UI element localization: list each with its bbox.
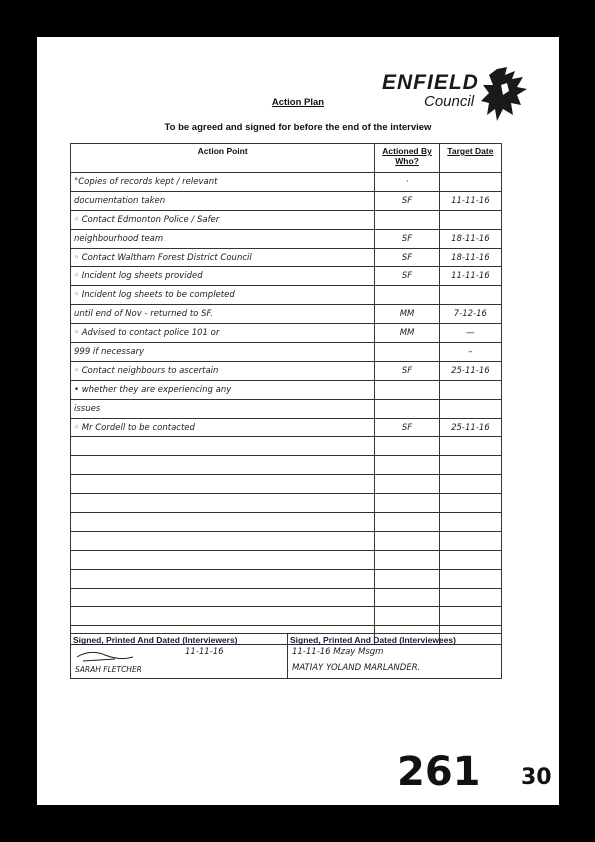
target-date-cell [439, 286, 501, 305]
actioned-by-cell [375, 569, 439, 588]
actioned-by-cell: SF [375, 361, 439, 380]
action-point-cell: °Copies of records kept / relevant [71, 173, 375, 192]
table-row [71, 607, 502, 626]
action-point-cell [71, 475, 375, 494]
action-point-cell [71, 569, 375, 588]
action-point-cell [71, 437, 375, 456]
interviewers-cell [71, 634, 288, 679]
header-target-date: Target Date [439, 144, 501, 173]
enfield-council-logo [382, 65, 532, 125]
actioned-by-cell [375, 286, 439, 305]
table-row [71, 437, 502, 456]
target-date-cell [439, 456, 501, 475]
target-date-cell [439, 399, 501, 418]
page-subtitle: To be agreed and signed for before the end of the interview [164, 122, 432, 133]
target-date-cell: 18-11-16 [439, 248, 501, 267]
signature-table [70, 633, 502, 679]
table-row [71, 229, 502, 248]
actioned-by-cell: SF [375, 418, 439, 437]
actioned-by-cell [375, 607, 439, 626]
target-date-cell: 11-11-16 [439, 191, 501, 210]
actioned-by-cell: MM [375, 305, 439, 324]
page-title: Action Plan [271, 97, 325, 108]
actioned-by-cell: · [375, 173, 439, 192]
target-date-cell: 18-11-16 [439, 229, 501, 248]
header-action-point: Action Point [71, 144, 375, 173]
table-row [71, 173, 502, 192]
action-point-cell [71, 550, 375, 569]
target-date-cell: – [439, 343, 501, 362]
target-date-cell [439, 569, 501, 588]
interviewee-date-signature: 11-11-16 Mzay Msgm [292, 647, 384, 657]
table-row [71, 456, 502, 475]
action-plan-table [70, 143, 502, 645]
table-row [71, 569, 502, 588]
action-point-cell: ◦ Contact Edmonton Police / Safer [71, 210, 375, 229]
action-point-cell: ◦ Contact Waltham Forest District Council [71, 248, 375, 267]
table-row [71, 343, 502, 362]
interviewers-header: Signed, Printed And Dated (Interviewers) [73, 635, 238, 645]
table-row [71, 210, 502, 229]
table-row [71, 324, 502, 343]
action-point-cell: • whether they are experiencing any [71, 380, 375, 399]
table-row [71, 380, 502, 399]
table-row [71, 475, 502, 494]
action-point-cell [71, 494, 375, 513]
action-point-cell [71, 531, 375, 550]
secondary-page-number: 30 [521, 765, 552, 790]
target-date-cell [439, 380, 501, 399]
actioned-by-cell [375, 343, 439, 362]
actioned-by-cell [375, 494, 439, 513]
target-date-cell: 7-12-16 [439, 305, 501, 324]
action-point-cell: 999 if necessary [71, 343, 375, 362]
target-date-cell: — [439, 324, 501, 343]
target-date-cell [439, 475, 501, 494]
action-point-cell [71, 607, 375, 626]
target-date-cell [439, 437, 501, 456]
action-point-cell: until end of Nov - returned to SF. [71, 305, 375, 324]
actioned-by-cell [375, 531, 439, 550]
interviewee-names: MATIAY YOLAND MARLANDER. [292, 663, 421, 673]
actioned-by-cell [375, 399, 439, 418]
logo-sub: Council [424, 93, 475, 110]
actioned-by-cell [375, 456, 439, 475]
table-row [71, 286, 502, 305]
table-row [71, 418, 502, 437]
action-point-cell [71, 588, 375, 607]
table-row [71, 399, 502, 418]
dragon-icon [477, 65, 532, 123]
page-number: 261 [397, 749, 481, 795]
table-row [71, 361, 502, 380]
action-point-cell: ◦ Incident log sheets to be completed [71, 286, 375, 305]
actioned-by-cell [375, 513, 439, 532]
table-row [71, 494, 502, 513]
target-date-cell [439, 210, 501, 229]
target-date-cell: 11-11-16 [439, 267, 501, 286]
action-point-cell: neighbourhood team [71, 229, 375, 248]
action-point-cell: ◦ Mr Cordell to be contacted [71, 418, 375, 437]
document-page [37, 37, 559, 805]
interviewer-date: 11-11-16 [185, 647, 224, 657]
actioned-by-cell: SF [375, 191, 439, 210]
interviewer-signature [75, 647, 135, 667]
target-date-cell [439, 607, 501, 626]
target-date-cell [439, 531, 501, 550]
table-row [71, 550, 502, 569]
actioned-by-cell [375, 210, 439, 229]
action-plan-body [71, 173, 502, 645]
target-date-cell [439, 173, 501, 192]
table-row [71, 248, 502, 267]
actioned-by-cell [375, 550, 439, 569]
table-row [71, 513, 502, 532]
action-point-cell [71, 513, 375, 532]
action-point-cell: ◦ Advised to contact police 101 or [71, 324, 375, 343]
action-point-cell: documentation taken [71, 191, 375, 210]
action-point-cell: ◦ Contact neighbours to ascertain [71, 361, 375, 380]
table-row [71, 191, 502, 210]
interviewees-header: Signed, Printed And Dated (Interviewees) [290, 635, 456, 645]
actioned-by-cell: MM [375, 324, 439, 343]
actioned-by-cell: SF [375, 248, 439, 267]
action-point-cell: ◦ Incident log sheets provided [71, 267, 375, 286]
target-date-cell: 25-11-16 [439, 361, 501, 380]
actioned-by-cell [375, 380, 439, 399]
actioned-by-cell [375, 437, 439, 456]
header-actioned-by: Actioned By Who? [375, 144, 439, 173]
action-point-cell: issues [71, 399, 375, 418]
target-date-cell [439, 550, 501, 569]
target-date-cell [439, 588, 501, 607]
actioned-by-cell [375, 588, 439, 607]
interviewer-name: SARAH FLETCHER [75, 665, 142, 674]
actioned-by-cell [375, 475, 439, 494]
logo-word: ENFIELD [382, 71, 479, 94]
target-date-cell: 25-11-16 [439, 418, 501, 437]
interviewees-cell [288, 634, 502, 679]
table-row [71, 305, 502, 324]
action-point-cell [71, 456, 375, 475]
table-header-row [71, 144, 502, 173]
table-row [71, 531, 502, 550]
target-date-cell [439, 494, 501, 513]
actioned-by-cell: SF [375, 267, 439, 286]
table-row [71, 588, 502, 607]
actioned-by-cell: SF [375, 229, 439, 248]
target-date-cell [439, 513, 501, 532]
table-row [71, 267, 502, 286]
